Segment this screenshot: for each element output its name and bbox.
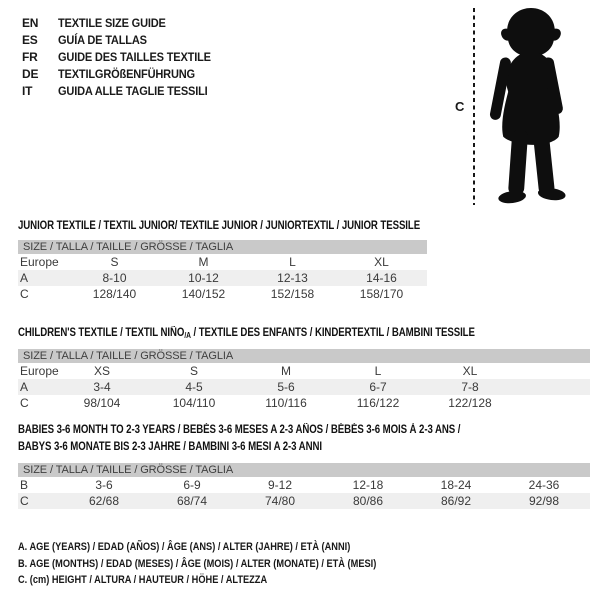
babies-title-line2: BABYS 3-6 MONATE BIS 2-3 JAHRE / BAMBINI 3-6 MESI A 2-3 ANNI <box>18 441 322 453</box>
age-cell: 24-36 <box>528 478 560 492</box>
height-cell: 62/68 <box>88 494 120 508</box>
children-title-subscript: /A <box>184 331 191 340</box>
row-label: Europe <box>20 255 59 269</box>
children-size-table <box>18 349 590 411</box>
size-cell: S <box>189 364 198 378</box>
lang-row-en <box>22 15 224 32</box>
height-cell: 98/104 <box>83 396 121 410</box>
size-cell: L <box>289 255 296 269</box>
height-measure-figure <box>440 0 600 215</box>
age-cell: 9-12 <box>267 478 293 492</box>
height-cell: 74/80 <box>264 494 296 508</box>
age-cell: 7-8 <box>461 380 479 394</box>
lang-code: ES <box>22 33 38 47</box>
lang-row-it <box>22 83 224 100</box>
size-header-bar: SIZE / TALLA / TAILLE / GRÖSSE / TAGLIA <box>18 349 590 363</box>
height-cell: 80/86 <box>352 494 384 508</box>
height-cell: 110/116 <box>265 396 307 410</box>
lang-title: GUIDE DES TAILLES TEXTILE <box>58 50 211 64</box>
lang-row-de <box>22 66 224 83</box>
table-row-age <box>18 270 427 286</box>
babies-size-table <box>18 463 590 509</box>
row-label: B <box>20 478 29 492</box>
lang-code: DE <box>22 67 39 81</box>
lang-row-fr <box>22 49 224 66</box>
table-row-height <box>18 286 427 302</box>
children-title-suffix: / TEXTILE DES ENFANTS / KINDERTEXTIL / BAMBINI TESSILE <box>190 327 475 339</box>
measurement-legend <box>18 539 445 589</box>
lang-code: EN <box>22 16 39 30</box>
height-cell: 104/110 <box>172 396 216 410</box>
age-cell: 14-16 <box>366 271 397 285</box>
height-cell: 86/92 <box>440 494 472 508</box>
legend-line-b: B. AGE (MONTHS) / EDAD (MESES) / ÂGE (MOIS) / ALTER (MONATE) / ETÀ (MESI) <box>18 557 377 570</box>
table-row-europe <box>18 254 427 270</box>
age-cell: 18-24 <box>440 478 472 492</box>
height-cell: 122/128 <box>448 396 492 410</box>
height-cell: 68/74 <box>176 494 208 508</box>
height-cell: 128/140 <box>92 287 137 301</box>
lang-title: GUIDA ALLE TAGLIE TESSILI <box>58 84 208 98</box>
table-row-age <box>18 379 590 395</box>
age-cell: 3-4 <box>93 380 111 394</box>
age-cell: 10-12 <box>188 271 219 285</box>
size-cell: XL <box>462 364 478 378</box>
junior-section-title: JUNIOR TEXTILE / TEXTIL JUNIOR/ TEXTILE JUNIOR / JUNIORTEXTIL / JUNIOR TESSILE <box>18 220 421 232</box>
size-header-bar: SIZE / TALLA / TAILLE / GRÖSSE / TAGLIA <box>18 240 427 254</box>
table-row-height <box>18 395 590 411</box>
row-label: C <box>20 287 29 301</box>
row-label: Europe <box>20 364 59 378</box>
height-cell: 152/158 <box>270 287 315 301</box>
babies-title-line1: BABIES 3-6 MONTH TO 2-3 YEARS / BEBÉS 3-6 MESES A 2-3 AÑOS / BÉBÉS 3-6 MOIS À 2-3 ANS / <box>18 424 461 436</box>
size-cell: S <box>110 255 119 269</box>
size-cell: M <box>198 255 209 269</box>
size-cell: XS <box>93 364 110 378</box>
age-cell: 12-18 <box>352 478 384 492</box>
age-cell: 6-7 <box>369 380 387 394</box>
lang-row-es <box>22 32 224 49</box>
row-label: C <box>20 494 29 508</box>
age-cell: 4-5 <box>185 380 203 394</box>
height-cell: 92/98 <box>528 494 560 508</box>
row-label: C <box>20 396 29 410</box>
children-section-title <box>18 325 475 342</box>
height-label: C <box>455 99 465 114</box>
junior-size-table <box>18 240 427 302</box>
row-label: A <box>20 380 29 394</box>
lang-title: GUÍA DE TALLAS <box>58 33 147 47</box>
age-cell: 5-6 <box>277 380 295 394</box>
lang-code: FR <box>22 50 38 64</box>
table-row-height <box>18 493 590 509</box>
age-cell: 3-6 <box>95 478 113 492</box>
height-cell: 140/152 <box>181 287 226 301</box>
lang-title: TEXTILE SIZE GUIDE <box>58 16 166 30</box>
baby-silhouette <box>479 5 575 207</box>
row-label: A <box>20 271 29 285</box>
babies-section-title <box>18 422 460 456</box>
size-cell: M <box>281 364 291 378</box>
height-dashed-line <box>473 8 475 205</box>
age-cell: 8-10 <box>102 271 127 285</box>
height-cell: 158/170 <box>359 287 404 301</box>
legend-line-a: A. AGE (YEARS) / EDAD (AÑOS) / ÂGE (ANS) / ALTER (JAHRE) / ETÀ (ANNI) <box>18 541 351 553</box>
table-row-europe <box>18 363 590 379</box>
legend-line-c: C. (cm) HEIGHT / ALTURA / HAUTEUR / HÖHE / ALTEZZA <box>18 574 268 586</box>
size-cell: XL <box>374 255 389 269</box>
size-cell: L <box>374 364 382 378</box>
age-cell: 12-13 <box>277 271 308 285</box>
lang-title: TEXTILGRÖßENFÜHRUNG <box>58 67 195 81</box>
lang-code: IT <box>22 84 33 98</box>
table-row-age-months <box>18 477 590 493</box>
age-cell: 6-9 <box>183 478 201 492</box>
children-title-prefix: CHILDREN'S TEXTILE / TEXTIL NIÑO <box>18 327 185 339</box>
height-cell: 116/122 <box>356 396 400 410</box>
size-header-bar: SIZE / TALLA / TAILLE / GRÖSSE / TAGLIA <box>18 463 590 477</box>
language-title-list <box>22 15 224 100</box>
